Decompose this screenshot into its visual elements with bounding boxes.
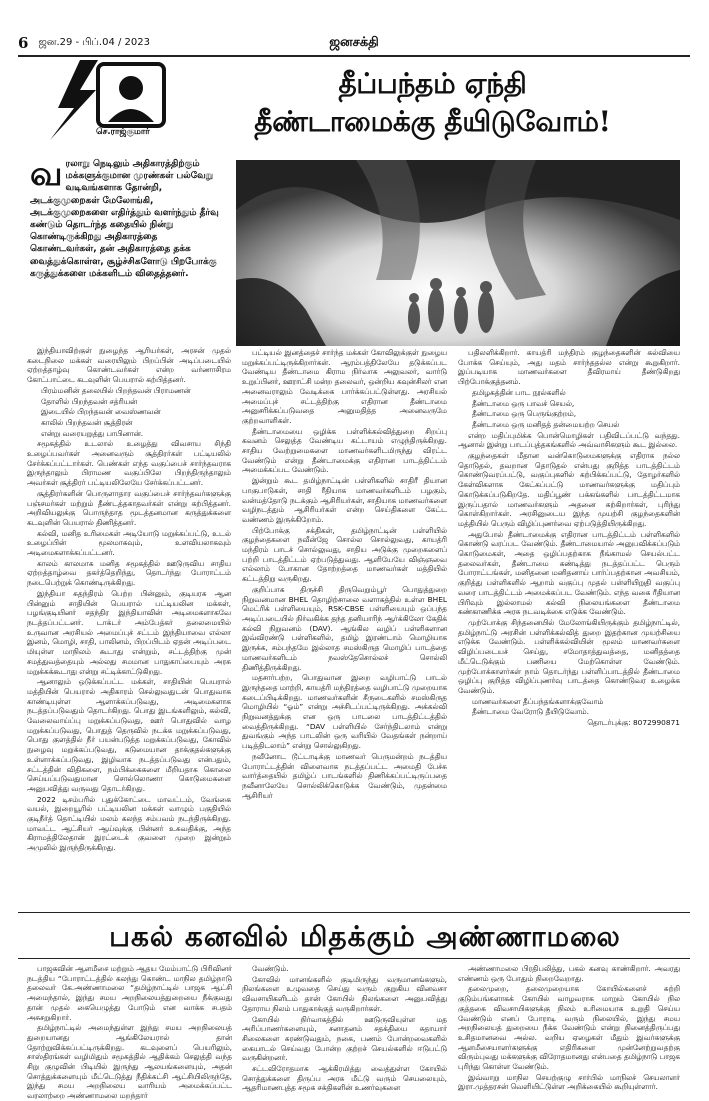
section-divider — [18, 912, 690, 913]
secondary-headline: பகல் கனவில் மிதக்கும் அண்ணாமலை — [109, 920, 621, 953]
paragraph: அண்ணாமலை பிரதிபலித்து, பகல் கனவு காண்கிறார். அவரது எண்ணம் ஒரு போதும் நிறைவேறாது. — [458, 964, 680, 983]
paragraph: மதசார்பற்ற, பொதுவான இறை வழிபாட்டு பாடல் இருந்ததை மாற்றி, காயத்ரி மந்திரத்தை வழிபாட்டு முறையாக கடைப்பிடிக்கிறது. மாணவர்களின் சீருடைகளில் சமஸ்கிருத மொழியில் “ஓம்” என்று அச்சிடப்பட்டிருக்கிறது. அக்கல்வி நிறுவனத்துக்கு என ஒரு பாடலை பாடத்திட்டத்தில் வைத்திருக்கிறது. “DAV பள்ளியில் சேர்ந்திடலாம் என்று துவங்கும் அந்த பாடலின் ஒரு வரியில் வேதங்கள் நன்றாய் படித்திடலாம்” என்று சொல்லுகிறது. — [242, 673, 447, 751]
verse-line: இடையில் பிறந்தவன் வைஸ்ணவன் — [41, 407, 161, 417]
publication-name: ஜனசக்தி — [329, 35, 379, 50]
verse-line: தீண்டாமை ஒரு மனிதத் தன்மையற்ற செயல் — [472, 419, 620, 429]
verse-line: என்று வரையறுத்து பாபினான். — [41, 428, 144, 438]
headline-line-1: தீப்பந்தம் ஏந்தி — [338, 67, 527, 100]
paragraph: ஆனாலும் ஒடுக்கப்பட்ட மக்கள், சாதியின் பெயரால் மத்தியின் பெயரால் அதிகாரம் செல்லுவதுடன் பொதுவாக காண்டியுள்ள ஆளாக்கப்படுவது, அடிமைகளாக நடத்தப்படுவதும் தொடர்கிறது. பொது இடங்களிலும், கல்வி, வேலைவாய்ப்பு மறுக்கப்படுவது, ஊர் பொதுவில் வாழ மறுக்கப்படுவது, பொதுத் தெருவில் நடக்க மறுக்கப்படுவது, பொது குளத்தில் நீர் பயன்படுத்த மறுக்கப்படுவது, கோவில் நுழைவு மறுக்கப்படுவது, கடுமையான தாக்குதல்களுக்கு உள்ளாக்கப்படுவது, இழிவாக நடத்தப்படுவது என்பதும், சட்டத்தின் விதிகளை, நம்பிக்கைகளை மீறியதாக கொலை செய்யப்படுவதுமான சொல்லொணா கொடுமைகளை அனுபவித்து வருவது தொடர்கிறது. — [27, 677, 231, 793]
paragraph: இவ்வாறு மாநில செயற்குழு சார்பில் மாநிலச் செயலாளர் இரா.முத்தரசன் வெளியிட்டுள்ள அறிக்கையில் கூறியுள்ளார். — [458, 1072, 680, 1092]
paragraph: தலைமுறை, தலைமுறையாக கோயில்களைச் சுற்றி குடும்பங்களாகக் கோயில் வாழவராக மாறும் கோயில் நில குத்தகை விவசாயிகளுக்கு நிலம் உரிமையாக உறுதி செய்ய வேண்டும் எனப் போராடி வரும் நிலையில், இந்து சமய அறநிலையத் துறையை நீக்க வேண்டும் என்று நினைத்திருப்பது உசிதமானவை அல்ல. வறிய ஏழைகள் மீதும் இவர்களுக்கு ஆளமீசையாளர்களுக்கு எதிரிகளை முன்னேற்றுவதற்கு விரும்புவது மக்களுக்கு விரோதமானது என்பதை தமிழ்நாடு பாஜக புரிந்து கொள்ள வேண்டும். — [458, 984, 680, 1072]
paragraph: முற்போக்கு சிந்தனையில் மேலோங்கியிருக்கும் தமிழ்நாட்டில், தமிழ்நாட்டு அரசின் பள்ளிக்கல்வித் துறை இதற்கான முயற்சியை எடுக்க வேண்டும். பள்ளிக்கல்வியின் மூலம் மாணவர்களை விழிப்படையச் செய்து, சமோதாத்துவத்தை, மனிதத்தை மீட்டெடுக்கும் பணியை மேற்கொள்ள வேண்டும். முற்போக்காளர்கள் நாம் தொடர்ந்து பள்ளிப்பாடத்தில் தீண்டாமை ஒழிப்பு குறித்த விழிப்புணர்வு பாடத்தை கொண்டுவர உழைக்க வேண்டும். — [458, 617, 680, 695]
contact-line: தொடர்புக்கு: 8072990871 — [587, 718, 680, 728]
paragraph: நவீனோட டூட்டாடிக்கு மாணவர் பெருமன்றம் நடத்திய போராட்டத்தின் விளைவாக நடத்தப்பட்ட அமைதி பேச்சு வார்த்தையில் தமிழ்ப் பாடங்களில் திணிக்கப்பட்டிருப்பதை நவீனாலேயே சொல்லிக்கொடுக்க வேண்டும், முதன்மை ஆசிரியர் — [242, 751, 447, 800]
paragraph: கோயில் நிர்வாகத்தில் ஊடுருவியுள்ள மத அரிப்பாணர்களையும், சனாதனம் சதக்தியை சுதாயார் சிலைகளை சுரண்டுவதும், நகை, பணம் போன்றவைகளில் கையாடல் செய்வது போன்ற குற்றச் செயல்களில் ஈடுபட்டு வருகின்றனர். — [242, 1014, 447, 1063]
verse-line: தோளில் பிறந்தவன் சத்ரியன் — [41, 396, 138, 406]
intro-quote-text: ரலாறு நெடிலும் அதிகாரத்திற்கும் மக்களுக்குமான முரண்கள் பல்வேறு வடிவங்களாக தோன்றி, அடக்குமுறைகள் மேலோங்கி, அடக்குமுறைகளை எதிர்த்தும் வளர்ந்தும் தீர்வு கண்டும் தொடர்ந்த கதையில் நின்று கொண்டிருக்கிறது அதிகாரத்தை கொண்டவர்கள், தன் அதிகாரத்தை தக்க வைத்துக்கொள்ள, சூழ்ச்சிகளோடு பிறபோக்கு கருத்துக்களை மக்களிடம் விதைத்தனர். — [30, 159, 219, 279]
page-header — [18, 32, 690, 54]
paragraph: அதுபோல் தீண்டாமைக்கு எதிரான பாடத்திட்டம் பள்ளிகளில் கொண்டு வரப்பட வேண்டும். தீண்டாமையால் அனுபவிக்கப்படும் கொடுமைகள், அதை ஒழிப்பதற்காக நீங்காமல் செயல்பட்ட தலைவர்கள், தீண்டாமை கண்டித்து நடத்தப்பட்ட பெரும் போராட்டங்கள், மனிதனை மனிதனாய் பார்ப்பதற்கான அவசியம், குறித்து பள்ளிகளில் ஆறாம் வகுப்பு முதல் பள்ளியிறுதி வகுப்பு வரை பாடத்திட்டம் அமைக்கப்பட வேண்டும். எந்த வகை ரீதியான பிரிவும் இல்லாமல் கல்வி நிலையங்களை தீண்டாமை கண்காணிக்க அரசு நடவடிக்கை எடுக்க வேண்டும். — [458, 529, 680, 617]
article-column-3 — [458, 348, 680, 908]
paragraph: கோவில் மானங்களில் குடிமிருந்து வருமானங்களும், நிலங்களை உழுவதை செய்து வரும் குறுகிய வினவசா விவசாயிகளிடம் தான் கோயில் நிலங்களை அனுபவித்து தோராய நிலம் பாதுகாக்குத் வருகிறார்கள். — [242, 974, 447, 1013]
paragraph: என்ற மதிப்புமிக்க பொன்மொழிகள் பதிவிடப்பட்டு வந்தது. ஆனால் இன்று பாடப்புத்தகங்களில் அவ்வாசிகளும் கூட இல்லை. — [458, 430, 680, 450]
paragraph: குழந்தைகள் மீதான வன்கொடுமைகளுக்கு எதிராக நல்ல தொடுதல், தவறான தொடுதல் என்பது குறித்த பாடத்திட்டம் கொண்டுவரப்பட்டு, வகுப்புகளில் கற்பிக்கப்பட்டு, தோழர்களில் கேள்விகளாக கேட்கப்பட்டு மாணவர்களுக்கு மதிப்பும் கொடுக்கப்படுகிறதே. மதிப்பூண் பக்கங்களில் பாடத்திட்டமாக இருப்பதால் மாணவர்களும் அதனை கற்கிறார்கள், புரிந்து கொள்கிறார்கள். அரசினுடைய இந்த முயற்சி குழந்தைகளின் மத்தியில் பெரும் விழிப்புணர்வை ஏற்படுத்தியிருக்கிறது. — [458, 451, 680, 528]
article-headline — [190, 65, 675, 141]
paragraph: சட்டவிரோதமாக ஆக்கிரமித்து வைத்துள்ள கோயில் சொத்துக்களை திருப்ப அரசு மீட்டு வரும் செயலையும், ஆதரிமாணபுத்த சமூக சக்திகளின் உணர்வுகளை — [242, 1064, 447, 1093]
paragraph: பதிலளிக்கிறார். காயத்ரி மந்திரம் குழந்தைகளின் கல்வியை போக்க செய்யும், அது மதம் சார்ந்ததல்ல என்று கூறுகிறார். இப்படியாக மாணவர்களை தீவிரமாய் தீண்டுகிறது பிற்போக்குத்தனம். — [458, 348, 680, 387]
closing-line: தீண்டாமை வேரோடு தீயிடுவோம். — [472, 707, 589, 717]
paragraph: குறிப்பாக திருச்சி திருவெறும்பூர் பொதுத்துறை நிறுவனமான BHEL தொழிற்சாலை வளாகத்தில் உள்ள BHEL மெட்ரிக் பள்ளியையும், RSK-CBSE பள்ளியையும் ஒப்பந்த அடிப்படையில் நிர்வகிக்க தந்த தனியாரிந் ஆர்க்கிலோ கேதிக் கல்வி நிறுவனம் (DAV). ஆங்கில வழிப் பள்ளிகளான இவ்விரண்டு பள்ளிகளில், தமிழ் இரண்டாம் மொழியாக இருக்க, சம்பந்தமே இல்லாத சமஸ்கிருத மொழிப் பாடத்தை மாணவர்களிடம் நவஸ்தேசொல்லச் சொல்லி திணித்திருக்கிறது. — [242, 584, 447, 672]
header-rule — [18, 55, 690, 57]
paragraph: தீண்டாமையை ஒழிக்க பள்ளிக்கல்வித்துறை சிறப்பு கவனம் செலுத்த வேண்டிய கட்டாயம் எழுந்திருக்கிறது. சாதிய வேற்றுமைகளை மாணவர்களிடமிருந்து விரட்ட வேண்டும் என்று தீண்டாமைக்கு எதிரான பாடத்திட்டம் அமைக்கப்பட வேண்டும். — [242, 426, 447, 475]
page-number: 6 — [18, 34, 29, 52]
author-silhouette-icon — [108, 76, 154, 122]
paragraph: பாஜகவின் ஆளமீசை மற்றும் ஆதய மேம்பாட்டு பிரிவினர் நடத்திய “போராட்டத்தில் கலந்து கொண்ட மாநில தமிழ்நாடு தலைவர் கே.அண்ணாமலை “தமிழ்நாட்டில் பாஜக ஆட்சி அமைந்தால், இந்து சமய அறநிலையத்துறையை நீக்குவது தான் முதல் கையெழுத்து போடும் என வாக்க சபதம் அசுசறுகிறார். — [27, 964, 232, 1022]
paragraph: பட்டியல் இனத்தைச் சார்ந்த மக்கள் கோவிலுக்குள் நுழைய மறுக்கப்பட்டிருக்கிறார்கள். ஆரம்பத்திலேயே தடுக்கப்பட வேண்டிய தீண்டாமை கிராம நிர்வாக அலுவலர், வார்டு உறுப்பினர், ஊராட்சி மன்ற தலைவர், ஒன்றிய கவுன்சிலர் என அனைவராலும் வேடிக்கை பார்க்கப்பட்டுள்ளது. அரசியல் அமைப்புச் சட்டத்திற்கு எதிரான தீண்டாமை அனுசரிக்கப்படுவதை அனுமதித்த அனைவருமே குற்றவாளிகள். — [242, 348, 447, 425]
paragraph: இந்தியா சுதந்திரம் பெற்ற பின்னும், குடியரசு ஆன பின்னும் சாதியின் பெயரால் பட்டியலின மக்கள், பழங்குடியினர் சதந்திர இந்தியாவின் அடிமைகளாகவே நடத்தப்பட்டனர். டாக்டர் அம்பேத்கர் தலைமையில் உருவான அரசியல் அமைப்புச் சட்டம் இந்தியாவை எல்லா இனம், மொழி, சாதி, பாலினம், பிறப்பிடம் ஏதன் அடிப்படை மியுள்ள மாநிலம் கூடாது என்றும், சட்டத்திற்கு முன் சமத்துவத்தையும் அல்லது சமமான பாதுகாப்பையும் அரசு மறுக்கக்கூடாது என்று சட்டிக்காட்டுகிறது. — [27, 588, 231, 676]
paragraph: 2022 டிசம்பரில் புதுக்கோட்டை மாவட்டம், வேங்கை வயல், இறையூரில் பட்டியலின மக்கள் வாழும் பகுதியில் குடிநீர்த் தொட்டியில் மலம் கலந்த சம்பவம் நடந்திருக்கிறது. மாவட்ட ஆட்சியர் ஆய்வுக்கு பின்னர் உசுவதிக்கு, அந்த கிராமத்திலேதான் இரட்டைக் குவளை முறை இன்றும் அமுலில் இருந்திருக்கிறது. — [27, 794, 231, 853]
paragraph: இந்தியாவிற்குள் நுழைந்த ஆரியர்கள், அரசன் முதல் கடைநிலை மக்கள் வரையிலும் பிறப்பின் அடிப்படையில் ஏற்றத்தாழ்வு கொண்டவர்கள் என்ற வர்ணாசிரம கோட்பாட்டை கடவுளின் பெயரால் கற்பித்தனர். — [27, 346, 231, 385]
section-divider — [18, 958, 690, 959]
headline-line-2: தீண்டாமைக்கு தீயிடுவோம்! — [254, 105, 611, 138]
intro-quote — [30, 154, 222, 280]
author-name: செ.ராஜ்குமார் — [96, 127, 150, 137]
hero-illustration — [236, 160, 680, 346]
verse-line: தீண்டாமை ஒரு பெருங்குற்றம், — [472, 409, 577, 419]
paragraph: பிற்போக்கு சக்திகள், தமிழ்நாட்டின் பள்ளியில் குழந்தைகளை நவீன்ஜே சொல்ல சொல்லுவது, காயத்ரி மந்திரம் பாடச் சொல்லுவது, சாதிய அடுக்கு முறைகளைப் பற்றி பாடத்திட்டம் ஏற்படுத்துவது. ஆளியேயே விஞ்ஞவை எல்லாம் போகான தோற்றத்தை மாணவர்கள் மத்தியில் கட்டத்திறு வருகிறது. — [242, 525, 447, 584]
paragraph: சூத்திரர்களின் பொருளாதார வகுப்பைச் சார்ந்தவர்களுக்கு பஞ்சமர்கள் மற்றும் தீண்டத்தகாதவர்கள் என்று கற்பித்தனர். அறிவியலுக்கு பொருந்தாத மூடத்தனமான கருத்துக்களை கடவுளின் பெயரால் திணித்தனர். — [27, 488, 231, 527]
article-column-1 — [27, 346, 231, 908]
bottom-column-1 — [27, 964, 232, 1101]
paragraph: தமிழ்நாட்டில் அமைந்துள்ள இந்து சமய அறநிலையத் துறையானது ஆங்கிலேயரால் தான் தோற்றுவிக்கப்பட்டிருக்கிறது. கடவுளைப் பெயரிலும், சாஸ்திரங்கள் வழிமிதும் சமூகத்தில் ஆதிக்கம் செலுத்தி வந்த சிறு குழுவின் பிடியில் இருந்து ஆலயங்களையும், அதன் சொத்துக்களையும் மீட்டெடுத்து நீதிக்கட்சி ஆட்சியிலிருந்தே, இந்து சமய அறநிலைய வாரியம் அமைக்கப்பட்ட வரலாற்றை அண்ணாமலை மறந்தார் — [27, 1023, 232, 1101]
verse-line: தமிழகத்தின் பாட நூல்களில் — [472, 387, 566, 397]
article-column-2 — [242, 348, 447, 908]
paragraph: இன்றும் கூட தமிழ்நாட்டின் பள்ளிகளில் சாதிரீ தியான பாகுபாடுகள், சாதி ரீதியாக மாணவர்களிடம் பழகும், வன்மத்தோடு நடக்கும் ஆசிரியர்கள், சாதியாக மாணவர்களை வழிநடத்தும் ஆசிரியர்கள் என்ற செய்திகளை கேட்ட வண்ணம் இருக்கிறோம். — [242, 476, 447, 524]
verse-line: தீண்டாமை ஒரு பாவச் செயல், — [472, 398, 575, 408]
bottom-column-2 — [242, 964, 447, 1093]
dropcap: வ — [30, 154, 63, 194]
verse-line: பிரம்மனின் தலையில் பிறந்தவன் பிராமணன் — [41, 385, 191, 395]
bottom-column-3 — [458, 964, 680, 1092]
paragraph: வேண்டும். — [252, 964, 289, 973]
paragraph: சமூகத்தில் உடலால் உழைத்து விவசாய சிந்தி உழைப்பவர்கள் அனைவரும் சூத்திரர்கள் பட்டியலில் சேர்க்கப்பட்டார்கள். பெண்கள் எந்த வகுப்பைச் சார்ந்தவராக இருந்தாலும் பிராமண வகுப்பிலே பிறந்திருந்தாலும் அவர்கள் சூத்திரர் பட்டியலிலேயே சேர்க்கப்பட்டனர். — [27, 439, 231, 488]
verse-line: காலில் பிறந்தவன் சூத்திரன் — [41, 417, 133, 427]
issue-date: ஜன.29 - பிப்.04 / 2023 — [38, 37, 150, 48]
lightning-bolt-icon — [50, 60, 98, 140]
paragraph: கல்வி, மனித உரிமைகள் அடியோடு மறுக்கப்பட்டு, உடல் உழைப்பின் மூலமாகவும், உளவியலாகவும் அடிமைகளாக்கப்பட்டனர். — [27, 528, 231, 558]
paragraph: காலம் காலமாக மனித சமூகத்தில் ஊடுருவிய சாதிய ஏற்றத்தாழ்வை தகர்த்தெறிந்து, தொடர்ந்து போராட்டம் நடைபெற்றுக் கொண்டிருக்கிறது. — [27, 558, 231, 588]
closing-line: மாணவர்களை தீப்பந்தங்களாக்குவோம் — [472, 696, 604, 706]
